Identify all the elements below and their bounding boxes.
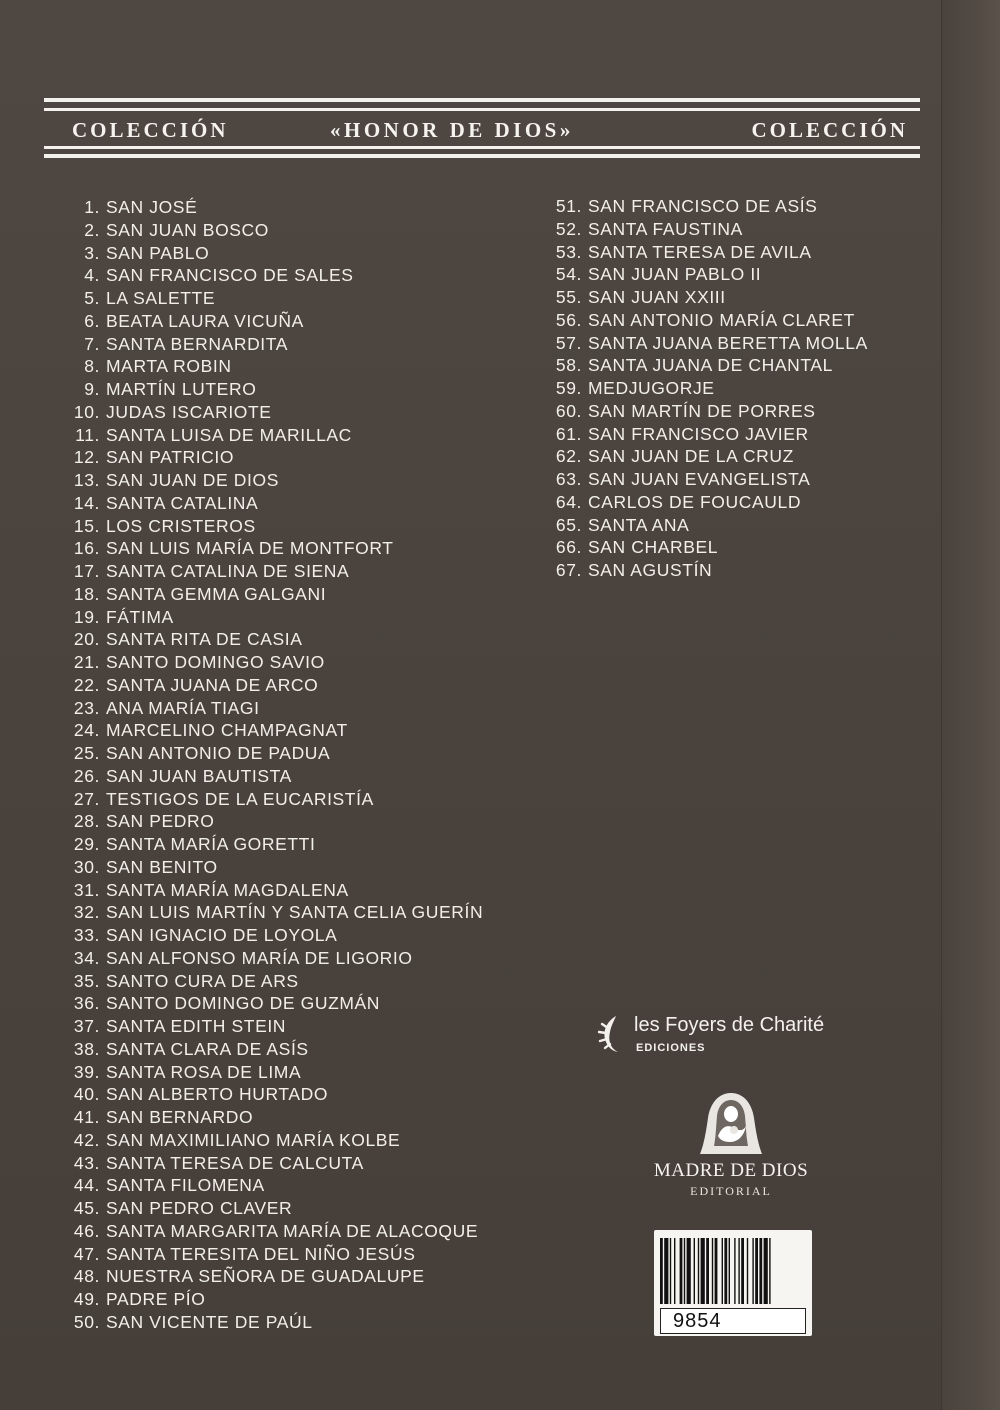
barcode-bar <box>755 1238 758 1304</box>
list-item <box>52 1038 483 1061</box>
item-number: 22. <box>73 674 100 695</box>
barcode-bar <box>694 1238 695 1304</box>
item-number: 48. <box>73 1266 100 1287</box>
item-number: 9. <box>84 379 100 399</box>
barcode-bar <box>741 1238 744 1304</box>
barcode-icon <box>660 1238 806 1304</box>
item-number: 62. <box>555 446 582 467</box>
item-title: LA SALETTE <box>106 288 216 308</box>
item-number: 1. <box>84 197 100 217</box>
barcode-number-box <box>660 1308 806 1334</box>
list-item <box>52 856 483 879</box>
item-title: SAN PEDRO CLAVER <box>106 1198 293 1218</box>
list-item <box>536 536 868 559</box>
item-title: MEDJUGORJE <box>588 378 715 398</box>
item-number: 58. <box>555 355 582 376</box>
item-number: 39. <box>73 1061 100 1082</box>
flame-arc-icon <box>596 1014 630 1054</box>
item-title: SAN BERNARDO <box>106 1107 254 1127</box>
item-number: 47. <box>73 1243 100 1264</box>
item-title: NUESTRA SEÑORA DE GUADALUPE <box>106 1266 425 1287</box>
item-title: SANTA TERESA DE AVILA <box>588 241 812 262</box>
list-item <box>536 241 868 264</box>
barcode-bar <box>701 1238 705 1304</box>
barcode-bar <box>698 1238 699 1304</box>
list-item <box>52 719 483 742</box>
item-title: SAN JOSÉ <box>106 197 198 217</box>
item-number: 56. <box>555 309 582 330</box>
item-title: SANTA CATALINA <box>106 492 259 513</box>
item-title: SAN JUAN XXIII <box>588 287 726 307</box>
item-number: 17. <box>73 561 100 581</box>
list-item <box>536 423 868 446</box>
item-title: SAN BENITO <box>106 856 218 877</box>
list-item <box>52 788 483 811</box>
item-title: SAN LUIS MARÍA DE MONTFORT <box>106 538 394 559</box>
foyers-logo <box>596 1012 856 1060</box>
item-number: 65. <box>555 514 582 535</box>
list-item <box>52 1197 483 1220</box>
item-number: 64. <box>555 491 582 512</box>
list-item <box>536 445 868 468</box>
list-item <box>52 947 483 970</box>
item-title: JUDAS ISCARIOTE <box>106 401 272 422</box>
item-number: 18. <box>73 583 100 604</box>
item-number: 63. <box>555 469 582 489</box>
list-item <box>52 560 483 583</box>
item-title: SAN JUAN PABLO II <box>588 264 762 285</box>
list-item <box>536 491 868 514</box>
item-title: SAN FRANCISCO JAVIER <box>588 423 809 444</box>
list-item <box>536 468 868 491</box>
item-number: 53. <box>555 241 582 262</box>
item-title: SAN FRANCISCO DE ASÍS <box>588 196 818 216</box>
item-number: 14. <box>73 492 100 513</box>
barcode-bar <box>684 1238 685 1304</box>
list-item <box>52 1220 483 1243</box>
list-item <box>52 833 483 856</box>
barcode-bar <box>706 1238 709 1304</box>
list-item <box>52 674 483 697</box>
list-item <box>52 742 483 765</box>
madre-de-dios-name: MADRE DE DIOS <box>653 1160 809 1181</box>
list-item <box>52 1106 483 1129</box>
item-title: SAN AGUSTÍN <box>588 560 713 580</box>
item-title: SANTA FILOMENA <box>106 1175 265 1196</box>
barcode-bar <box>738 1238 739 1304</box>
list-item <box>536 286 868 309</box>
item-number: 50. <box>73 1311 100 1332</box>
header-rule <box>44 108 920 111</box>
list-item <box>52 879 483 902</box>
item-number: 31. <box>73 879 100 900</box>
item-title: SAN ALFONSO MARÍA DE LIGORIO <box>106 947 413 968</box>
barcode-bar <box>660 1238 663 1304</box>
barcode-bar <box>724 1238 727 1304</box>
item-title: SAN JUAN DE LA CRUZ <box>588 446 794 467</box>
item-title: SANTA FAUSTINA <box>588 218 743 239</box>
item-title: SANTO CURA DE ARS <box>106 970 299 991</box>
item-title: SANTA GEMMA GALGANI <box>106 583 327 604</box>
collection-header <box>44 98 920 190</box>
barcode-label <box>654 1230 812 1336</box>
list-item <box>52 1265 483 1288</box>
item-number: 29. <box>73 834 100 854</box>
item-number: 10. <box>73 401 100 422</box>
item-number: 38. <box>73 1038 100 1059</box>
item-title: SAN FRANCISCO DE SALES <box>106 265 354 286</box>
barcode-bar <box>715 1238 718 1304</box>
item-number: 61. <box>555 423 582 444</box>
barcode-bar <box>734 1238 735 1304</box>
item-number: 36. <box>73 993 100 1014</box>
item-title: SAN CHARBEL <box>588 537 719 558</box>
list-item <box>52 970 483 993</box>
list-item <box>536 377 868 400</box>
item-number: 34. <box>73 947 100 968</box>
item-title: SAN MAXIMILIANO MARÍA KOLBE <box>106 1129 401 1150</box>
item-title: MARTÍN LUTERO <box>106 379 257 399</box>
list-item <box>52 628 483 651</box>
list-item <box>52 1083 483 1106</box>
list-item <box>52 242 483 265</box>
item-number: 49. <box>73 1289 100 1309</box>
item-number: 19. <box>73 606 100 627</box>
list-item <box>52 1152 483 1175</box>
item-number: 57. <box>555 332 582 353</box>
list-item <box>52 264 483 287</box>
list-item <box>52 606 483 629</box>
item-number: 67. <box>555 560 582 580</box>
title-list-right <box>536 195 868 582</box>
item-number: 11. <box>75 424 100 445</box>
item-title: SAN JUAN BAUTISTA <box>106 765 292 786</box>
item-title: SAN ALBERTO HURTADO <box>106 1084 329 1105</box>
header-text <box>44 116 920 144</box>
item-title: SAN JUAN EVANGELISTA <box>588 469 811 489</box>
list-item <box>536 309 868 332</box>
item-title: SAN ANTONIO DE PADUA <box>106 743 331 763</box>
item-title: SANTO DOMINGO SAVIO <box>106 652 325 672</box>
item-title: SANTA JUANA DE ARCO <box>106 674 319 695</box>
item-number: 40. <box>73 1084 100 1105</box>
list-item <box>536 559 868 582</box>
item-number: 33. <box>73 925 100 945</box>
item-title: SANTA BERNARDITA <box>106 333 289 354</box>
item-number: 60. <box>555 400 582 421</box>
item-title: FÁTIMA <box>106 606 174 627</box>
item-number: 28. <box>73 811 100 832</box>
list-item <box>52 583 483 606</box>
barcode-bar <box>670 1238 671 1304</box>
list-item <box>52 651 483 674</box>
list-item <box>52 992 483 1015</box>
list-item <box>536 263 868 286</box>
item-number: 2. <box>84 219 100 240</box>
item-number: 27. <box>73 788 100 809</box>
header-right: COLECCIÓN <box>751 118 908 142</box>
item-number: 5. <box>84 288 100 308</box>
list-item <box>52 1061 483 1084</box>
list-item <box>52 196 483 219</box>
madonna-child-icon <box>696 1090 766 1158</box>
item-number: 23. <box>73 697 100 718</box>
item-number: 66. <box>555 537 582 558</box>
list-item <box>52 1174 483 1197</box>
item-number: 7. <box>84 333 100 354</box>
list-item <box>52 219 483 242</box>
item-number: 59. <box>555 378 582 398</box>
item-number: 32. <box>73 902 100 923</box>
item-title: SAN LUIS MARTÍN Y SANTA CELIA GUERÍN <box>106 902 484 923</box>
item-title: MARTA ROBIN <box>106 356 232 377</box>
item-number: 13. <box>73 470 100 490</box>
barcode-bar <box>674 1238 675 1304</box>
barcode-bar <box>764 1238 768 1304</box>
item-title: SANTA ROSA DE LIMA <box>106 1061 302 1082</box>
list-item <box>52 765 483 788</box>
barcode-bar <box>747 1238 748 1304</box>
list-item <box>52 424 483 447</box>
barcode-bar <box>769 1238 770 1304</box>
item-title: SANTO DOMINGO DE GUZMÁN <box>106 993 381 1014</box>
item-title: SANTA RITA DE CASIA <box>106 629 303 650</box>
item-title: SANTA MARÍA GORETTI <box>106 834 316 854</box>
item-number: 12. <box>73 447 100 468</box>
item-title: SAN PABLO <box>106 242 210 263</box>
item-number: 46. <box>73 1220 100 1241</box>
list-item <box>536 218 868 241</box>
list-item <box>536 400 868 423</box>
list-item <box>52 1129 483 1152</box>
item-title: SAN JUAN BOSCO <box>106 219 270 240</box>
item-title: SANTA ANA <box>588 514 690 535</box>
item-title: SANTA TERESITA DEL NIÑO JESÚS <box>106 1243 416 1264</box>
item-title: BEATA LAURA VICUÑA <box>106 310 304 331</box>
item-title: SAN PEDRO <box>106 811 215 832</box>
barcode-bar <box>722 1238 723 1304</box>
item-number: 16. <box>73 538 100 559</box>
item-number: 44. <box>73 1175 100 1196</box>
list-item <box>52 1015 483 1038</box>
list-item <box>52 697 483 720</box>
list-item <box>52 1243 483 1266</box>
item-number: 37. <box>73 1016 100 1036</box>
header-rule <box>44 98 920 102</box>
item-title: SANTA MARÍA MAGDALENA <box>106 879 349 900</box>
barcode-bar <box>664 1238 668 1304</box>
list-item <box>52 1288 483 1311</box>
item-number: 42. <box>73 1129 100 1150</box>
item-number: 24. <box>73 720 100 741</box>
header-left: COLECCIÓN <box>72 118 229 142</box>
item-title: LOS CRISTEROS <box>106 515 256 536</box>
list-item <box>536 195 868 218</box>
item-title: SAN ANTONIO MARÍA CLARET <box>588 309 855 330</box>
item-number: 8. <box>84 356 100 377</box>
item-number: 45. <box>73 1198 100 1218</box>
item-number: 52. <box>555 218 582 239</box>
item-number: 26. <box>73 765 100 786</box>
foyers-sub: EDICIONES <box>636 1042 706 1054</box>
header-rule <box>44 154 920 158</box>
item-title: CARLOS DE FOUCAULD <box>588 491 802 512</box>
item-number: 15. <box>73 515 100 536</box>
barcode-bar <box>729 1238 730 1304</box>
list-item <box>52 515 483 538</box>
list-item <box>52 287 483 310</box>
list-item <box>536 354 868 377</box>
item-number: 25. <box>73 743 100 763</box>
item-number: 35. <box>73 970 100 991</box>
item-title: SANTA CLARA DE ASÍS <box>106 1038 309 1059</box>
spine-edge <box>941 0 1000 1410</box>
foyers-name: les Foyers de Charité <box>634 1014 825 1036</box>
item-title: SAN MARTÍN DE PORRES <box>588 400 816 421</box>
item-number: 21. <box>73 652 100 672</box>
item-title: SANTA JUANA BERETTA MOLLA <box>588 332 868 353</box>
item-number: 4. <box>84 265 100 286</box>
item-title: TESTIGOS DE LA EUCARISTÍA <box>106 788 374 809</box>
item-number: 54. <box>555 264 582 285</box>
barcode-number: 9854 <box>673 1310 722 1332</box>
item-number: 30. <box>73 856 100 877</box>
list-item <box>52 446 483 469</box>
item-title: SANTA MARGARITA MARÍA DE ALACOQUE <box>106 1220 479 1241</box>
list-item <box>52 310 483 333</box>
item-title: SAN VICENTE DE PAÚL <box>106 1311 313 1332</box>
item-title: SAN PATRICIO <box>106 447 235 468</box>
item-title: SANTA TERESA DE CALCUTA <box>106 1152 364 1173</box>
item-title: SANTA JUANA DE CHANTAL <box>588 355 833 376</box>
item-number: 3. <box>84 242 100 263</box>
collection-title: «HONOR DE DIOS» <box>330 118 574 142</box>
list-item <box>52 810 483 833</box>
list-item <box>52 355 483 378</box>
barcode-bar <box>680 1238 683 1304</box>
item-number: 43. <box>73 1152 100 1173</box>
header-rule <box>44 146 920 149</box>
list-item <box>52 901 483 924</box>
item-number: 51. <box>555 196 582 216</box>
list-item <box>52 333 483 356</box>
madre-de-dios-logo <box>636 1090 826 1210</box>
item-title: PADRE PÍO <box>106 1289 206 1309</box>
list-item <box>52 924 483 947</box>
list-item <box>536 332 868 355</box>
barcode-bar <box>759 1238 762 1304</box>
madre-de-dios-sub: EDITORIAL <box>690 1184 772 1198</box>
item-number: 55. <box>555 287 582 307</box>
barcode-bar <box>712 1238 713 1304</box>
list-item <box>52 492 483 515</box>
list-item <box>52 401 483 424</box>
list-item <box>52 537 483 560</box>
list-item <box>52 378 483 401</box>
list-item <box>536 514 868 537</box>
item-title: SAN JUAN DE DIOS <box>106 470 279 490</box>
title-list-left <box>52 196 483 1334</box>
item-title: ANA MARÍA TIAGI <box>106 697 260 718</box>
item-title: MARCELINO CHAMPAGNAT <box>106 720 348 741</box>
item-number: 41. <box>73 1107 100 1127</box>
item-title: SANTA CATALINA DE SIENA <box>106 561 350 581</box>
list-item <box>52 1311 483 1334</box>
item-title: SANTA EDITH STEIN <box>106 1016 287 1036</box>
item-number: 20. <box>73 629 100 650</box>
list-item <box>52 469 483 492</box>
barcode-bar <box>752 1238 753 1304</box>
item-title: SANTA LUISA DE MARILLAC <box>106 424 352 445</box>
item-title: SAN IGNACIO DE LOYOLA <box>106 925 338 945</box>
item-number: 6. <box>84 310 100 331</box>
barcode-bar <box>687 1238 691 1304</box>
